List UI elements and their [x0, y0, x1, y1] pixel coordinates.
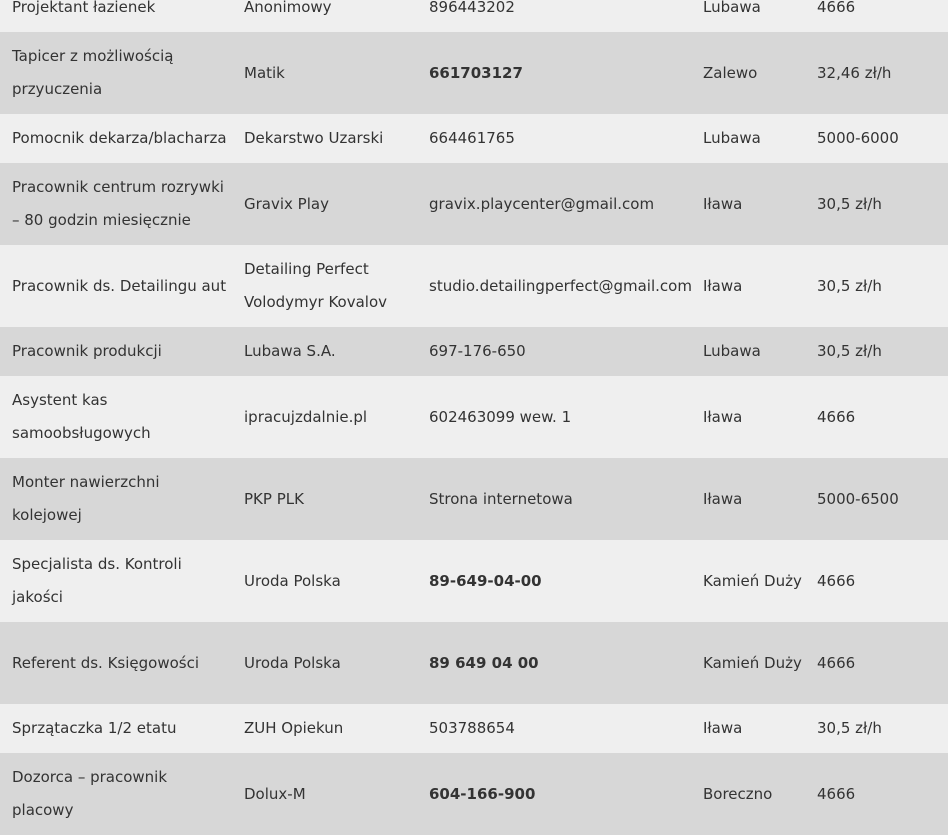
job-position: Pracownik produkcji [12, 342, 162, 360]
table-row [0, 163, 948, 245]
job-contact: gravix.playcenter@gmail.com [429, 194, 655, 213]
table-row [0, 458, 948, 540]
job-city: Iława [703, 407, 743, 426]
table-row [0, 327, 948, 376]
job-position: Pracownik ds. Detailingu aut [12, 276, 227, 295]
job-employer: Matik [244, 63, 285, 82]
job-employer: Uroda Polska [244, 571, 341, 590]
job-city: Iława [703, 276, 743, 295]
job-employer: Lubawa S.A. [244, 342, 336, 360]
job-employer: ZUH Opiekun [244, 719, 344, 737]
job-pay: 5000-6000 [817, 129, 899, 147]
job-position: Dozorca – pracownik placowy [12, 768, 168, 819]
job-contact: 89 649 04 00 [429, 653, 539, 672]
job-contact: 896443202 [429, 0, 515, 16]
job-employer: ipracujzdalnie.pl [244, 407, 368, 426]
job-position: Pomocnik dekarza/blacharza [12, 129, 227, 147]
job-position: Tapicer z możliwością przyuczenia [12, 47, 174, 98]
table-row [0, 0, 948, 32]
job-city: Iława [703, 489, 743, 508]
job-position: Asystent kas samoobsługowych [12, 391, 151, 442]
job-employer: Dekarstwo Uzarski [244, 129, 384, 147]
job-pay: 30,5 zł/h [817, 719, 882, 737]
job-employer: Anonimowy [244, 0, 332, 16]
job-employer: Detailing Perfect Volodymyr Kovalov [244, 260, 387, 311]
job-city: Iława [703, 719, 743, 737]
job-city: Lubawa [703, 342, 761, 360]
job-pay: 4666 [817, 653, 856, 672]
table-row [0, 622, 948, 704]
job-city: Zalewo [703, 63, 758, 82]
job-city: Lubawa [703, 0, 761, 16]
job-city: Iława [703, 194, 743, 213]
job-employer: Gravix Play [244, 194, 329, 213]
job-position: Sprzątaczka 1/2 etatu [12, 719, 177, 737]
job-city: Kamień Duży [703, 571, 802, 590]
table-row [0, 704, 948, 753]
job-contact: 602463099 wew. 1 [429, 407, 572, 426]
job-contact: 503788654 [429, 719, 515, 737]
job-contact: 604-166-900 [429, 784, 536, 803]
table-row [0, 540, 948, 622]
job-pay: 32,46 zł/h [817, 63, 892, 82]
table-row [0, 245, 948, 327]
job-position: Monter nawierzchni kolejowej [12, 473, 160, 524]
job-contact: 664461765 [429, 129, 515, 147]
job-pay: 30,5 zł/h [817, 194, 882, 213]
job-pay: 4666 [817, 571, 856, 590]
job-contact: 697-176-650 [429, 342, 526, 360]
table-row [0, 376, 948, 458]
job-city: Boreczno [703, 784, 773, 803]
table-row [0, 32, 948, 114]
job-employer: PKP PLK [244, 489, 304, 508]
job-pay: 5000-6500 [817, 489, 899, 508]
job-pay: 4666 [817, 0, 856, 16]
job-contact: Strona internetowa [429, 489, 573, 508]
table-row [0, 114, 948, 163]
job-employer: Dolux-M [244, 784, 306, 803]
job-contact: 89-649-04-00 [429, 571, 542, 590]
job-position: Projektant łazienek [12, 0, 156, 16]
table-row [0, 753, 948, 835]
job-position: Referent ds. Księgowości [12, 653, 200, 672]
job-position: Pracownik centrum rozrywki – 80 godzin miesięcznie [12, 178, 224, 229]
job-contact: studio.detailingperfect@gmail.com [429, 276, 692, 295]
job-pay: 30,5 zł/h [817, 276, 882, 295]
job-employer: Uroda Polska [244, 653, 341, 672]
job-city: Kamień Duży [703, 653, 802, 672]
job-city: Lubawa [703, 129, 761, 147]
job-pay: 4666 [817, 784, 856, 803]
job-position: Specjalista ds. Kontroli jakości [12, 555, 182, 606]
job-pay: 30,5 zł/h [817, 342, 882, 360]
job-pay: 4666 [817, 407, 856, 426]
job-contact: 661703127 [429, 63, 523, 82]
